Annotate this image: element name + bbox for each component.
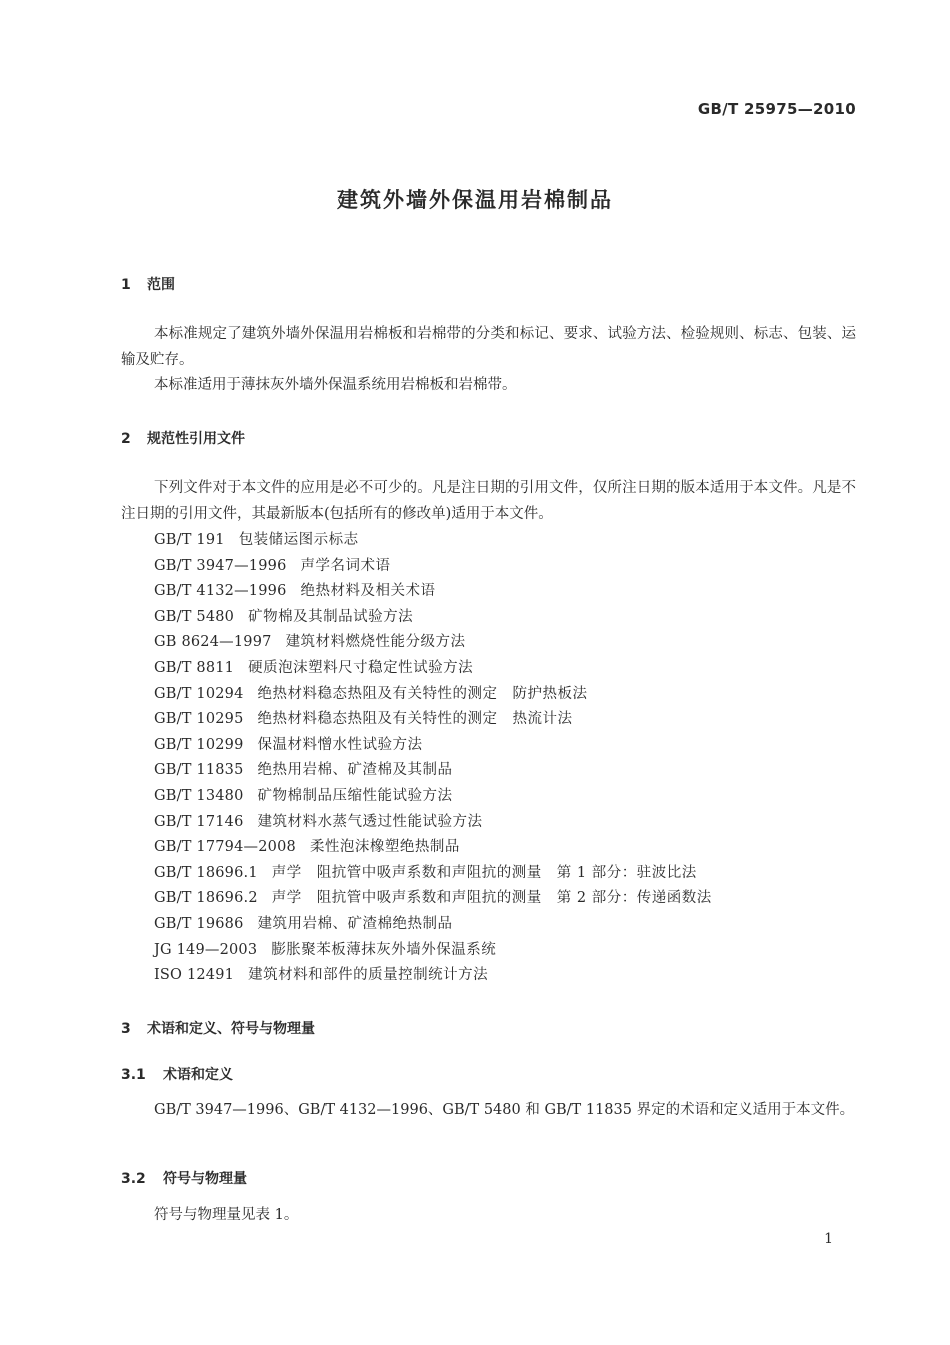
section-2-heading xyxy=(121,428,245,448)
reference-code: GB/T 18696.1 xyxy=(154,864,258,881)
subsection-number: 3.1 xyxy=(121,1067,146,1083)
reference-code: GB/T 11835 xyxy=(154,762,244,779)
section-1-heading xyxy=(121,274,175,294)
section-title: 范围 xyxy=(147,277,175,293)
reference-item xyxy=(154,784,712,810)
reference-item xyxy=(154,758,712,784)
reference-code: GB/T 10294 xyxy=(154,685,244,702)
reference-code: GB/T 17146 xyxy=(154,813,244,830)
reference-title: 声学名词术语 xyxy=(300,557,391,574)
reference-item xyxy=(154,605,712,631)
reference-item xyxy=(154,707,712,733)
subsection-title: 符号与物理量 xyxy=(163,1171,247,1187)
reference-code: GB/T 191 xyxy=(154,532,225,548)
reference-item xyxy=(154,528,712,554)
reference-code: JG 149—2003 xyxy=(154,941,258,958)
reference-code: GB/T 18696.2 xyxy=(154,890,258,907)
reference-title: 包装储运图示标志 xyxy=(238,532,359,548)
reference-code: GB/T 10295 xyxy=(154,711,244,728)
section-number: 2 xyxy=(121,431,131,447)
reference-item xyxy=(154,861,712,887)
reference-item xyxy=(154,810,712,836)
subsection-title: 术语和定义 xyxy=(163,1067,233,1083)
subsection-3-1-heading xyxy=(121,1064,233,1084)
reference-code: GB/T 13480 xyxy=(154,787,244,804)
reference-title: 硬质泡沫塑料尺寸稳定性试验方法 xyxy=(248,659,474,676)
reference-code: GB/T 10299 xyxy=(154,736,244,753)
reference-item xyxy=(154,630,712,656)
reference-item xyxy=(154,579,712,605)
reference-item xyxy=(154,554,712,580)
reference-item xyxy=(154,682,712,708)
reference-title: 绝热材料稳态热阻及有关特性的测定 热流计法 xyxy=(257,711,573,728)
reference-title: 柔性泡沫橡塑绝热制品 xyxy=(309,839,460,856)
section-number: 3 xyxy=(121,1021,131,1037)
reference-code: GB/T 4132—1996 xyxy=(154,583,287,600)
document-title: 建筑外墙外保温用岩棉制品 xyxy=(337,188,613,212)
reference-title: 绝热材料稳态热阻及有关特性的测定 防护热板法 xyxy=(257,685,588,702)
section-2-intro: 下列文件对于本文件的应用是必不可少的。凡是注日期的引用文件，仅所注日期的版本适用于本文件。凡是不注日期的引用文件，其最新版本(包括所有的修改单)适用于本文件。 xyxy=(121,480,856,522)
section-1-paragraph-1: 本标准规定了建筑外墙外保温用岩棉板和岩棉带的分类和标记、要求、试验方法、检验规则、标志、包装、运输及贮存。 xyxy=(121,326,856,368)
reference-code: GB 8624—1997 xyxy=(154,634,272,651)
reference-item xyxy=(154,938,712,964)
section-title: 术语和定义、符号与物理量 xyxy=(147,1021,315,1037)
reference-item xyxy=(154,912,712,938)
normative-reference-list xyxy=(154,528,712,989)
reference-code: GB/T 5480 xyxy=(154,608,235,625)
reference-title: 建筑材料水蒸气透过性能试验方法 xyxy=(257,813,483,830)
reference-title: 矿物棉及其制品试验方法 xyxy=(248,608,414,625)
section-number: 1 xyxy=(121,277,131,293)
reference-title: 绝热材料及相关术语 xyxy=(300,583,436,600)
subsection-number: 3.2 xyxy=(121,1171,146,1187)
reference-code: ISO 12491 xyxy=(154,967,235,984)
reference-item xyxy=(154,835,712,861)
reference-item xyxy=(154,963,712,989)
reference-item xyxy=(154,886,712,912)
subsection-3-1-text: GB/T 3947—1996、GB/T 4132—1996、GB/T 5480 和 GB/T 11835 界定的术语和定义适用于本文件。 xyxy=(154,1102,855,1118)
reference-title: 绝热用岩棉、矿渣棉及其制品 xyxy=(257,762,453,779)
reference-title: 膨胀聚苯板薄抹灰外墙外保温系统 xyxy=(271,941,497,958)
section-title: 规范性引用文件 xyxy=(147,431,245,447)
reference-code: GB/T 8811 xyxy=(154,659,235,676)
page-number: 1 xyxy=(824,1231,833,1247)
reference-code: GB/T 17794—2008 xyxy=(154,839,296,856)
reference-title: 建筑材料燃烧性能分级方法 xyxy=(285,634,466,651)
reference-code: GB/T 19686 xyxy=(154,915,244,932)
section-1-paragraph-2: 本标准适用于薄抹灰外墙外保温系统用岩棉板和岩棉带。 xyxy=(154,377,517,393)
reference-title: 保温材料憎水性试验方法 xyxy=(257,736,423,753)
reference-title: 建筑用岩棉、矿渣棉绝热制品 xyxy=(257,915,453,932)
reference-item xyxy=(154,656,712,682)
subsection-3-2-heading xyxy=(121,1168,247,1188)
subsection-3-2-text: 符号与物理量见表 1。 xyxy=(154,1207,299,1223)
reference-title: 声学 阻抗管中吸声系数和声阻抗的测量 第 2 部分：传递函数法 xyxy=(271,890,712,907)
reference-code: GB/T 3947—1996 xyxy=(154,557,287,574)
reference-title: 声学 阻抗管中吸声系数和声阻抗的测量 第 1 部分：驻波比法 xyxy=(271,864,697,881)
reference-title: 建筑材料和部件的质量控制统计方法 xyxy=(248,967,489,984)
standard-number: GB/T 25975—2010 xyxy=(697,100,856,118)
reference-item xyxy=(154,733,712,759)
section-3-heading xyxy=(121,1018,315,1038)
reference-title: 矿物棉制品压缩性能试验方法 xyxy=(257,787,453,804)
